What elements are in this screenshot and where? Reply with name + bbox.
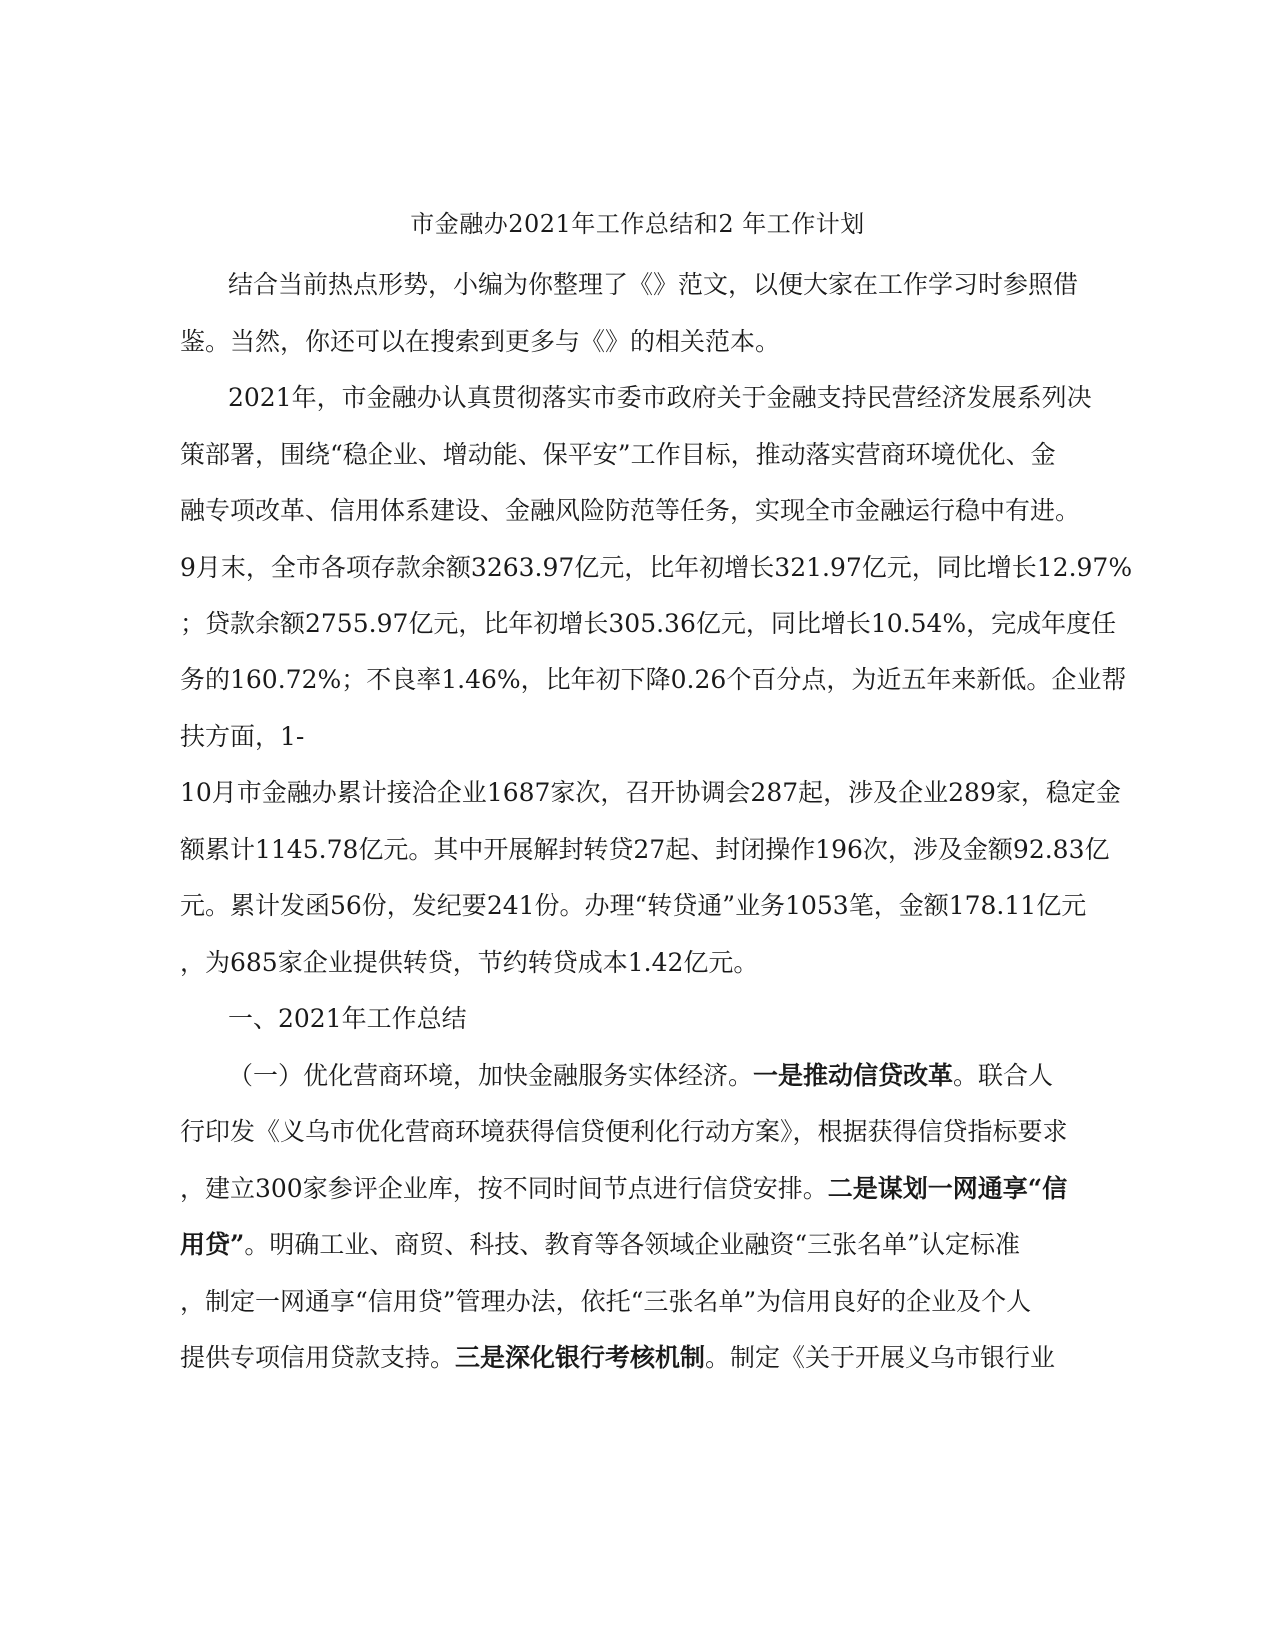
bold-text-run: 二是谋划一网通享“信: [827, 1174, 1068, 1203]
paragraph-line: [180, 1225, 1020, 1265]
text-run: ，建立300家参评企业库，按不同时间节点进行信贷安排。: [180, 1174, 828, 1203]
paragraph-line: 扶方面，1-: [180, 722, 305, 751]
paragraph-line: [228, 1056, 1053, 1096]
paragraph-line: 额累计1145.78亿元。其中开展解封转贷27起、封闭操作196次，涉及金额92.83亿: [180, 835, 1110, 864]
paragraph-line: ，为685家企业提供转贷，节约转贷成本1.42亿元。: [180, 948, 759, 977]
text-run: 。制定《关于开展义乌市银行业: [705, 1343, 1056, 1372]
paragraph-line: ，制定一网通享“信用贷”管理办法，依托“三张名单”为信用良好的企业及个人: [180, 1287, 1032, 1316]
paragraph-line: 结合当前热点形势，小编为你整理了《》范文，以便大家在工作学习时参照借: [228, 270, 1079, 299]
bold-text-run: 用贷”: [180, 1230, 245, 1259]
bold-text-run: 一是推动信贷改革: [753, 1061, 954, 1090]
paragraph-line: 策部署，围绕“稳企业、增动能、保平安”工作目标，推动落实营商环境优化、金: [180, 440, 1056, 469]
paragraph-line: 10月市金融办累计接洽企业1687家次，召开协调会287起，涉及企业289家，稳定金: [180, 778, 1121, 807]
paragraph-line: [180, 1169, 1067, 1209]
paragraph-line: 元。累计发函56份，发纪要241份。办理“转贷通”业务1053笔，金额178.11亿元: [180, 891, 1087, 920]
paragraph-line: 2021年，市金融办认真贯彻落实市委市政府关于金融支持民营经济发展系列决: [228, 383, 1092, 412]
paragraph-line: ；贷款余额2755.97亿元，比年初增长305.36亿元，同比增长10.54%，完成年度任: [180, 609, 1117, 638]
section-heading: 一、2021年工作总结: [228, 1004, 467, 1033]
document-title: 市金融办2021年工作总结和2 年工作计划: [410, 210, 865, 238]
text-run: 。明确工业、商贸、科技、教育等各领域企业融资“三张名单”认定标准: [244, 1230, 1020, 1259]
bold-text-run: 三是深化银行考核机制: [455, 1343, 706, 1372]
text-run: （一）优化营商环境，加快金融服务实体经济。: [228, 1061, 754, 1090]
text-run: 。联合人: [953, 1061, 1054, 1090]
paragraph-line: 融专项改革、信用体系建设、金融风险防范等任务，实现全市金融运行稳中有进。: [180, 496, 1081, 525]
paragraph-line: 鉴。当然，你还可以在搜索到更多与《》的相关范本。: [180, 327, 781, 356]
paragraph-line: 9月末，全市各项存款余额3263.97亿元，比年初增长321.97亿元，同比增长12.97%: [180, 553, 1133, 582]
text-run: 提供专项信用贷款支持。: [180, 1343, 456, 1372]
paragraph-line: 行印发《义乌市优化营商环境获得信贷便利化行动方案》，根据获得信贷指标要求: [180, 1117, 1068, 1146]
paragraph-line: [180, 1338, 1055, 1378]
paragraph-line: 务的160.72%；不良率1.46%，比年初下降0.26个百分点，为近五年来新低。企业帮: [180, 665, 1127, 694]
